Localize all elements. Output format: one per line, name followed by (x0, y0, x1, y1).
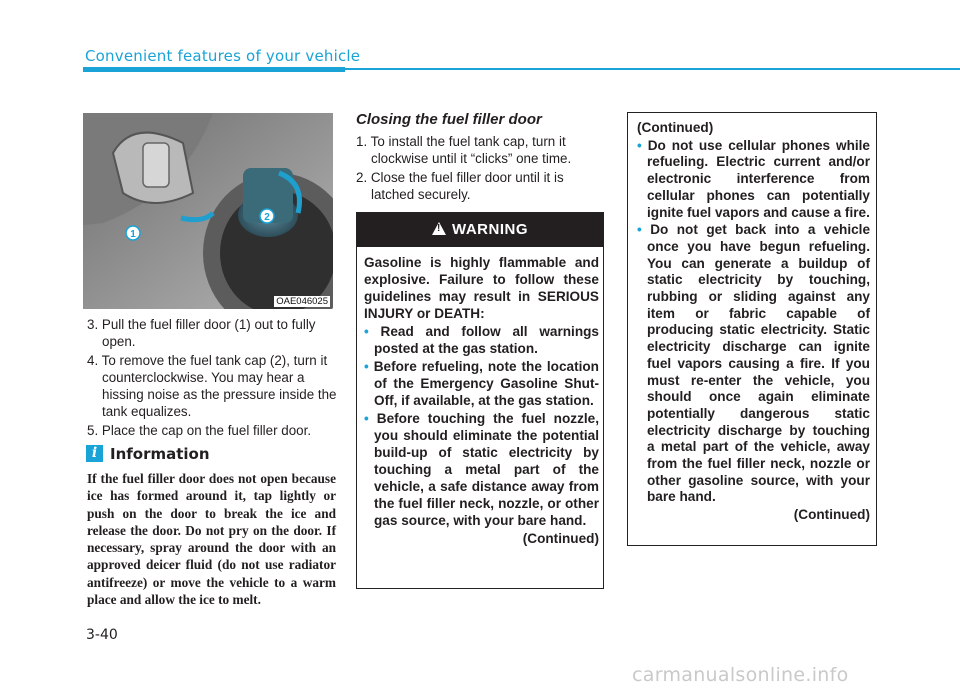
continued-heading: (Continued) (637, 120, 714, 135)
warning-header (357, 213, 603, 247)
continued-warning-box (627, 112, 877, 546)
continued-footer: (Continued) (793, 507, 870, 523)
fuel-door-illustration (83, 113, 333, 309)
header-rule (345, 68, 960, 70)
header-accent-bar (83, 67, 345, 72)
step-4: 4. To remove the fuel tank cap (2), turn it counterclockwise. You may hear a hissing noise as the pressure inside the tank equalizes. (87, 353, 337, 419)
header-title: Convenient features of your vehicle (85, 47, 361, 65)
step-3: 3. Pull the fuel filler door (1) out to fully open. (87, 317, 316, 349)
opening-steps (87, 316, 339, 441)
continued-bullet: • Do not get back into a vehicle once you have begun refueling. You can generate a buildup of static electricity by touching, rubbing or sliding against any item or fabric capable of producing static electricity. Static electricity discharge can ignite fuel vapors causing a fire. If you must re-enter the vehicle, you should once again eliminate potentially dangerous static electricity discharge by touching a metal part of the vehicle, away from the fuel filler neck, nozzle or other gasoline source, with your bare hand. (637, 222, 870, 505)
callout-2: 2 (264, 212, 270, 223)
warning-triangle-icon (432, 222, 446, 235)
continued-bullet: • Do not use cellular phones while refueling. Electric current and/or electronic interference from cellular phones can potentially ignite fuel vapors and cause a fire. (637, 137, 870, 220)
bullet-icon: • (637, 137, 648, 153)
fuel-door-drawing (83, 113, 333, 309)
closing-steps (356, 133, 608, 205)
page-number: 3-40 (86, 627, 118, 643)
closing-step-2: 2. Close the fuel filler door until it is latched securely. (356, 170, 564, 202)
warning-box (356, 212, 604, 589)
warning-intro: Gasoline is highly flammable and explosive. Failure to follow these guidelines may result in SERIOUS INJURY or DEATH: (364, 255, 599, 321)
bullet-icon: • (364, 359, 374, 374)
callout-1: 1 (130, 229, 136, 240)
closing-step-1: 1. To install the fuel tank cap, turn it clockwise until it “clicks” one time. (356, 134, 572, 166)
bullet-icon: • (364, 324, 381, 339)
bullet-icon: • (637, 222, 651, 238)
warning-bullet: • Before touching the fuel nozzle, you should eliminate the potential build-up of static electricity by touching a metal part of the vehicle, a safe distance away from the fuel filler neck, nozzle, or other gas source, with your bare hand. (364, 411, 599, 528)
information-body: If the fuel filler door does not open because ice has formed around it, tap lightly or push on the door to break the ice and release the door. Do not pry on the door. If necessary, spray around the door with an approved deicer fluid (do not use radiator antifreeze) or move the vehicle to a warm place and allow the ice to melt. (87, 471, 336, 608)
step-5: 5. Place the cap on the fuel filler door. (87, 423, 312, 438)
warning-continued: (Continued) (522, 531, 599, 546)
warning-label: WARNING (452, 221, 528, 238)
warning-bullet: • Read and follow all warnings posted at the gas station. (364, 324, 599, 356)
bullet-icon: • (364, 411, 377, 426)
watermark: carmanualsonline.info (632, 664, 849, 686)
information-title: Information (110, 445, 210, 463)
figure-code: OAE046025 (276, 296, 328, 307)
closing-section-title: Closing the fuel filler door (356, 111, 542, 128)
information-icon: i (86, 445, 103, 462)
warning-bullet: • Before refueling, note the location of the Emergency Gasoline Shut-Off, if available, at the gas station. (364, 359, 599, 408)
